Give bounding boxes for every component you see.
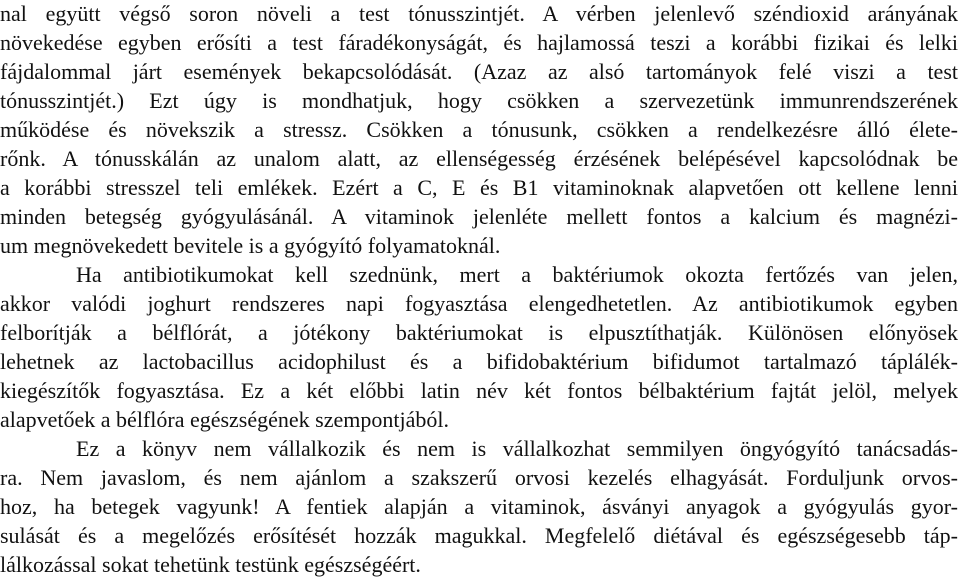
paragraph-first-line: Ha antibiotikumokat kell szednünk, mert a baktériumok okozta fertőzés van jelen, [76,262,958,287]
text-line: akkor valódi joghurt rendszeres napi fogyasztása elengedhetetlen. Az antibiotikumok egyben [0,291,958,316]
text-line: növekedése egyben erősíti a test fáradékonyságát, és hajlamossá teszi a korábbi fizikai és lelki [0,30,958,55]
paragraph-end-line: alapvetőek a bélflóra egészségének szempontjából. [0,407,449,432]
text-line: kiegészítők fogyasztása. Ez a két előbbi latin név két fontos bélbaktérium fajtát jelöl, melyek [0,378,958,403]
text-line: ra. Nem javaslom, és nem ajánlom a szakszerű orvosi kezelés elhagyását. Forduljunk orvos- [0,465,958,490]
text-line: nal együtt végső soron növeli a test tónusszintjét. A vérben jelenlevő széndioxid arányának [0,1,958,26]
text-line: a korábbi stresszel teli emlékek. Ezért a C, E és B1 vitaminoknak alapvetően ott kellene lenni [0,175,958,200]
text-line: fájdalommal járt események bekapcsolódását. (Azaz az alsó tartományok felé viszi a test [0,59,958,84]
paragraph-first-line: Ez a könyv nem vállalkozik és nem is vállalkozhat semmilyen öngyógyító tanácsadás- [76,436,958,461]
text-line: tónusszintjét.) Ezt úgy is mondhatjuk, hogy csökken a szervezetünk immunrendszerének [0,88,958,113]
text-line: felborítják a bélflórát, a jótékony baktériumokat is elpusztíthatják. Különösen előnyösek [0,320,958,345]
paragraph-end-line: um megnövekedett bevitele is a gyógyító folyamatoknál. [0,233,501,258]
text-line: sulását és a megelőzés erősítését hozzák magukkal. Megfelelő diétával és egészségesebb táp- [0,523,958,548]
paragraph-end-line: lálkozással sokat tehetünk testünk egészségéért. [0,552,421,577]
text-line: hoz, ha betegek vagyunk! A fentiek alapján a vitaminok, ásványi anyagok a gyógyulás gyor- [0,494,958,519]
text-line: működése és növekszik a stressz. Csökken a tónusunk, csökken a rendelkezésre álló élete- [0,117,958,142]
text-line: rőnk. A tónusskálán az unalom alatt, az ellenségesség érzésének belépésével kapcsolódnak be [0,146,958,171]
text-line: minden betegség gyógyulásánál. A vitaminok jelenléte mellett fontos a kalcium és magnézi- [0,204,958,229]
text-line: lehetnek az lactobacillus acidophilust és a bifidobaktérium bifidumot tartalmazó táplálék- [0,349,958,374]
